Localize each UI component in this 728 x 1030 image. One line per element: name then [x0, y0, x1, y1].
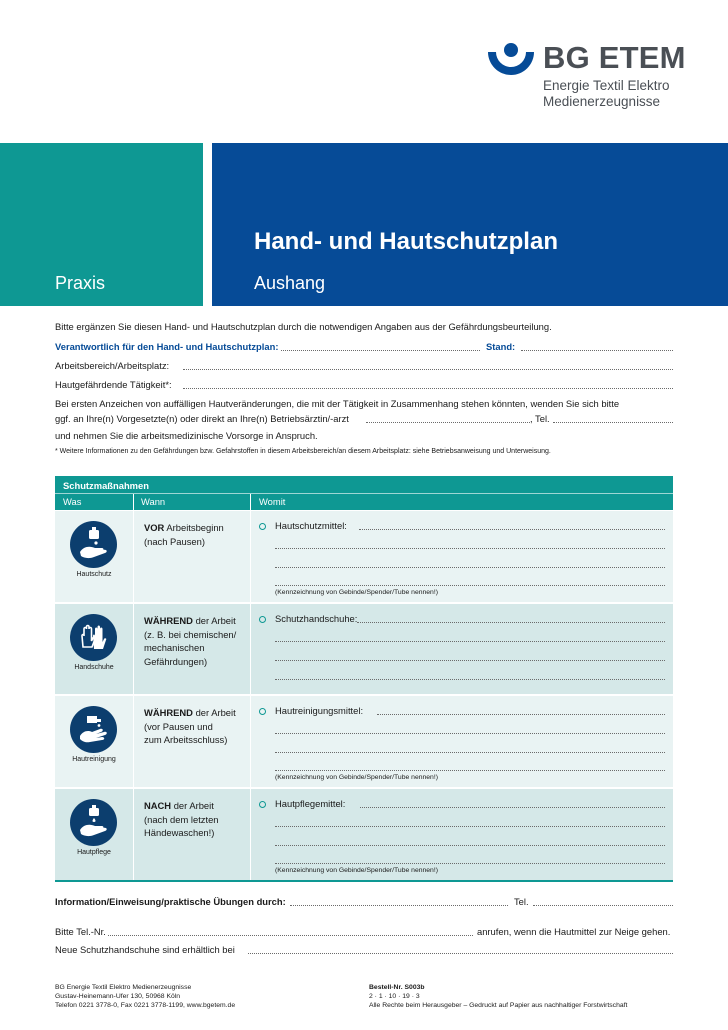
cell-separator — [133, 789, 134, 880]
doctor-field[interactable] — [366, 422, 530, 423]
row-label: Handschuhe — [74, 664, 114, 671]
item-note: (Kennzeichnung von Gebinde/Spender/Tube nennen!) — [275, 589, 438, 596]
when-text — [144, 799, 219, 840]
paragraph-line3: und nehmen Sie die arbeitsmedizinische Vorsorge in Anspruch. — [55, 430, 318, 441]
paragraph-line2: ggf. an Ihre(n) Vorgesetzte(n) oder direkt an Ihre(n) Betriebsärztin/-arzt — [55, 413, 349, 424]
footer-rights: Alle Rechte beim Herausgeber – Gedruckt auf Papier aus nachhaltiger Forstwirtschaft — [369, 1002, 628, 1009]
column-header-womit: Womit — [259, 496, 286, 507]
item-field-line[interactable] — [275, 660, 665, 661]
logo-subtitle-line1: Energie Textil Elektro — [543, 78, 670, 93]
row-label: Hautreinigung — [72, 756, 116, 763]
item-field-line[interactable] — [275, 548, 665, 549]
item-field-line[interactable] — [275, 567, 665, 568]
tel-suffix: , Tel. — [530, 413, 550, 424]
logo-title: BG ETEM — [543, 40, 686, 75]
item-field-line[interactable] — [275, 733, 665, 734]
item-label: Hautreinigungsmittel: — [275, 705, 364, 716]
cell-separator — [250, 696, 251, 787]
table-row — [55, 789, 673, 880]
item-note: (Kennzeichnung von Gebinde/Spender/Tube nennen!) — [275, 774, 438, 781]
phone-prefix: Bitte Tel.-Nr. — [55, 926, 106, 937]
cell-separator — [133, 696, 134, 787]
item-field-line[interactable] — [275, 863, 665, 864]
table-row — [55, 696, 673, 787]
cell-separator — [133, 511, 134, 602]
hand-cream-icon — [70, 521, 117, 568]
when-detail: mechanischen — [144, 642, 205, 653]
when-text — [144, 706, 236, 747]
hand-washing-icon — [70, 706, 117, 753]
when-detail: Händewaschen!) — [144, 827, 215, 838]
column-header-was: Was — [63, 496, 82, 507]
item-field-line[interactable] — [275, 826, 665, 827]
bullet-icon — [259, 708, 266, 715]
paragraph-line1: Bei ersten Anzeichen von auffälligen Hautveränderungen, die mit der Tätigkeit in Zusammenhang stehen könnten, wenden Sie sich bitte — [55, 398, 620, 409]
item-note: (Kennzeichnung von Gebinde/Spender/Tube nennen!) — [275, 867, 438, 874]
activity-field[interactable] — [183, 388, 673, 389]
phone-suffix: anrufen, wenn die Hautmittel zur Neige gehen. — [477, 926, 671, 937]
footer-contact: Telefon 0221 3778-0, Fax 0221 3778-1199, www.bgetem.de — [55, 1002, 236, 1009]
gloves-source-field[interactable] — [248, 953, 673, 954]
table-title: Schutzmaßnahmen — [63, 480, 149, 491]
table-header — [55, 476, 673, 510]
item-field-line[interactable] — [275, 752, 665, 753]
table-row — [55, 604, 673, 694]
footnote: * Weitere Informationen zu den Gefährdungen bzw. Gefahrstoffen in diesem Arbeitsbereich/an diesem Arbeitsplatz: siehe Betriebsanweisung und Unterweisung. — [55, 448, 551, 455]
when-rest: Arbeitsbeginn — [164, 522, 224, 533]
when-text — [144, 521, 224, 548]
column-separator — [250, 494, 251, 510]
when-detail: Gefährdungen) — [144, 655, 208, 667]
item-field-line[interactable] — [275, 585, 665, 586]
item-label: Schutzhandschuhe: — [275, 613, 358, 624]
bullet-icon — [259, 616, 266, 623]
row-label: Hautpflege — [77, 849, 111, 856]
info-label: Information/Einweisung/praktische Übungen durch: — [55, 896, 286, 907]
bg-etem-logo — [486, 40, 686, 112]
when-detail: zum Arbeitsschluss) — [144, 734, 228, 745]
phone-field[interactable] — [108, 935, 473, 936]
cell-separator — [133, 604, 134, 694]
when-emphasis: VOR — [144, 522, 165, 533]
when-emphasis: WÄHREND — [144, 615, 193, 626]
footer-version: 2 · 1 · 10 · 19 · 3 — [369, 993, 420, 1000]
when-detail: (z. B. bei chemischen/ — [144, 628, 237, 640]
item-field[interactable] — [357, 622, 665, 623]
responsible-label: Verantwortlich für den Hand- und Hautschutzplan: — [55, 341, 279, 352]
area-label: Arbeitsbereich/Arbeitsplatz: — [55, 360, 170, 371]
info-tel-field[interactable] — [533, 905, 673, 906]
item-field-line[interactable] — [275, 845, 665, 846]
item-field-line[interactable] — [275, 641, 665, 642]
instruction-text: Bitte ergänzen Sie diesen Hand- und Hautschutzplan durch die notwendigen Angaben aus der Gefährdungsbeurteilung. — [55, 321, 552, 332]
cell-separator — [250, 604, 251, 694]
when-detail: (nach dem letzten — [144, 813, 219, 825]
hand-care-icon — [70, 799, 117, 846]
table-bottom-rule — [55, 880, 673, 882]
header-divider — [55, 493, 673, 494]
when-emphasis: NACH — [144, 800, 172, 811]
footer-org: BG Energie Textil Elektro Medienerzeugnisse — [55, 984, 192, 991]
category-label: Praxis — [55, 273, 106, 293]
cell-separator — [250, 789, 251, 880]
logo-mark-icon — [486, 42, 536, 78]
when-emphasis: WÄHREND — [144, 707, 193, 718]
when-detail: (nach Pausen) — [144, 535, 205, 547]
when-rest: der Arbeit — [171, 800, 214, 811]
stand-field[interactable] — [521, 350, 673, 351]
cell-separator — [250, 511, 251, 602]
info-field[interactable] — [290, 905, 508, 906]
stand-label: Stand: — [486, 341, 516, 352]
column-header-wann: Wann — [141, 496, 166, 507]
column-separator — [133, 494, 134, 510]
footer-order-number: Bestell-Nr. S003b — [369, 984, 425, 991]
item-field-line[interactable] — [275, 679, 665, 680]
footer-address: Gustav-Heinemann-Ufer 130, 50968 Köln — [55, 993, 181, 1000]
page-subtitle: Aushang — [254, 273, 326, 293]
gloves-icon — [70, 614, 117, 661]
item-field[interactable] — [377, 714, 665, 715]
when-rest: der Arbeit — [192, 615, 236, 626]
doctor-phone-field[interactable] — [553, 422, 673, 423]
when-rest: der Arbeit — [192, 707, 236, 718]
logo-subtitle-line2: Medienerzeugnisse — [543, 94, 661, 109]
bullet-icon — [259, 801, 266, 808]
item-field[interactable] — [360, 807, 665, 808]
when-detail: (vor Pausen und — [144, 720, 213, 732]
area-field[interactable] — [183, 369, 673, 370]
responsible-field[interactable] — [281, 350, 480, 351]
item-label: Hautpflegemittel: — [275, 798, 346, 809]
item-label: Hautschutzmittel: — [275, 520, 347, 531]
info-tel-label: Tel. — [514, 896, 529, 907]
bullet-icon — [259, 523, 266, 530]
when-text — [144, 614, 236, 668]
table-row — [55, 511, 673, 602]
item-field-line[interactable] — [275, 770, 665, 771]
page-title: Hand- und Hautschutzplan — [254, 228, 558, 255]
gloves-source-label: Neue Schutzhandschuhe sind erhältlich bei — [55, 944, 235, 955]
item-field[interactable] — [359, 529, 665, 530]
activity-label: Hautgefährdende Tätigkeit*: — [55, 379, 172, 390]
row-label: Hautschutz — [76, 571, 112, 578]
